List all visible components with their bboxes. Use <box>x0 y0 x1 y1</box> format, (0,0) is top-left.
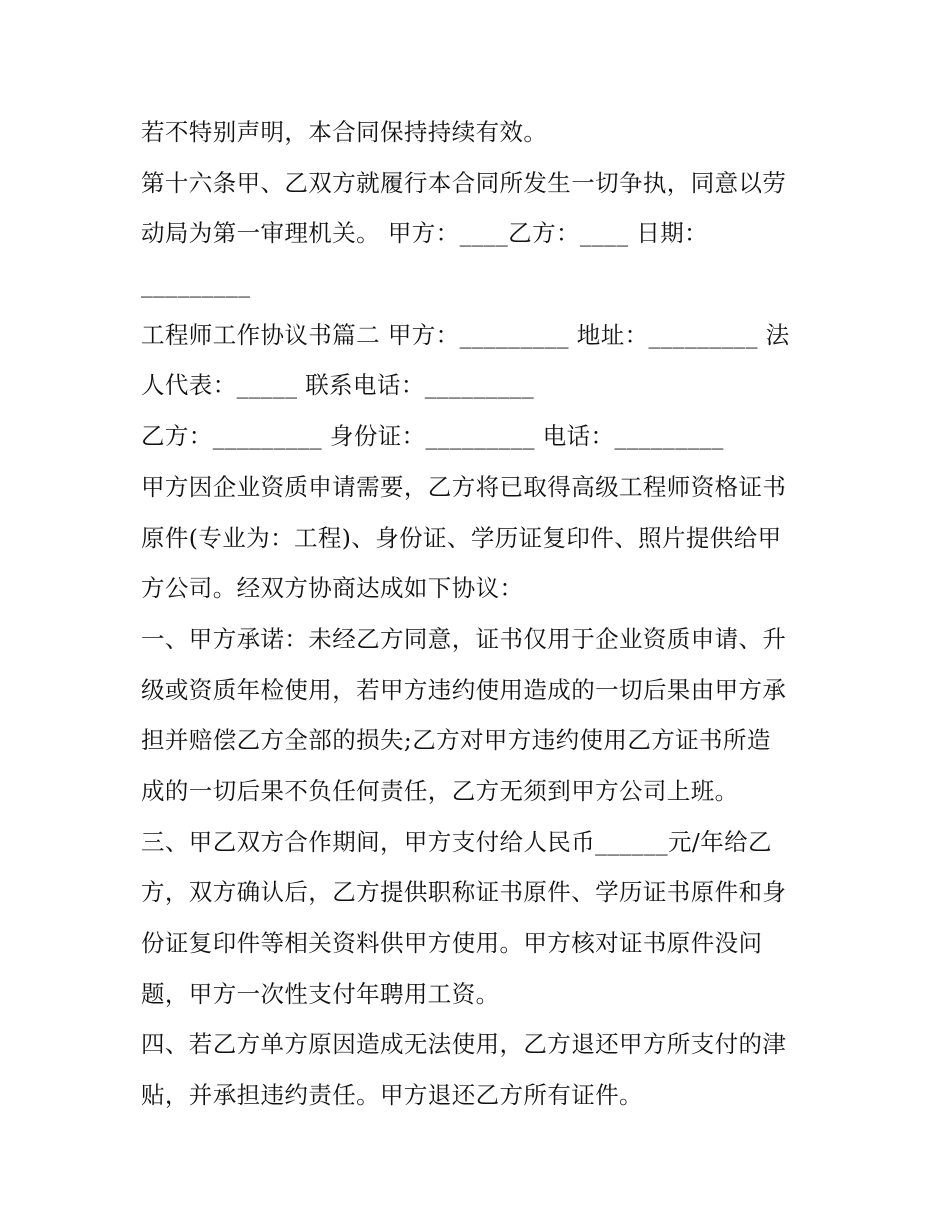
text-line: 动局为第一审理机关。 甲方：____乙方：____ 日期： <box>141 219 709 248</box>
text-line: 原件(专业为：工程)、身份证、学历证复印件、照片提供给甲 <box>141 523 782 552</box>
text-line: 第十六条甲、乙双方就履行本合同所发生一切争执，同意以劳 <box>141 168 787 197</box>
text-line: 成的一切后果不负任何责任，乙方无须到甲方公司上班。 <box>141 776 739 805</box>
text-line: 方公司。经双方协商达成如下协议： <box>141 574 524 603</box>
text-line: 担并赔偿乙方全部的损失;乙方对甲方违约使用乙方证书所造 <box>141 726 771 755</box>
text-line: 题，甲方一次性支付年聘用工资。 <box>141 979 500 1008</box>
text-line: 三、甲乙双方合作期间，甲方支付给人民币______元/年给乙 <box>141 827 772 856</box>
text-line: 若不特别声明，本合同保持持续有效。 <box>141 118 548 146</box>
document-body <box>141 109 821 1123</box>
text-line: 人代表：_____ 联系电话：_________ <box>141 371 535 400</box>
text-line: 一、甲方承诺：未经乙方同意，证书仅用于企业资质申请、升 <box>141 624 787 653</box>
text-line: 方，双方确认后，乙方提供职称证书原件、学历证书原件和身 <box>141 878 787 907</box>
text-line: 乙方：_________ 身份证：_________ 电话：_________ <box>141 422 724 451</box>
text-line: 级或资质年检使用，若甲方违约使用造成的一切后果由甲方承 <box>141 675 787 704</box>
text-line: 甲方因企业资质申请需要，乙方将已取得高级工程师资格证书 <box>141 472 787 501</box>
text-line: 四、若乙方单方原因造成无法使用，乙方退还甲方所支付的津 <box>141 1030 787 1059</box>
text-line: 工程师工作协议书篇二 甲方：_________ 地址：_________ 法 <box>141 320 790 349</box>
text-line: 贴，并承担违约责任。甲方退还乙方所有证件。 <box>141 1081 643 1110</box>
text-line: _________ <box>141 270 251 299</box>
text-line: 份证复印件等相关资料供甲方使用。甲方核对证书原件没问 <box>141 929 763 957</box>
